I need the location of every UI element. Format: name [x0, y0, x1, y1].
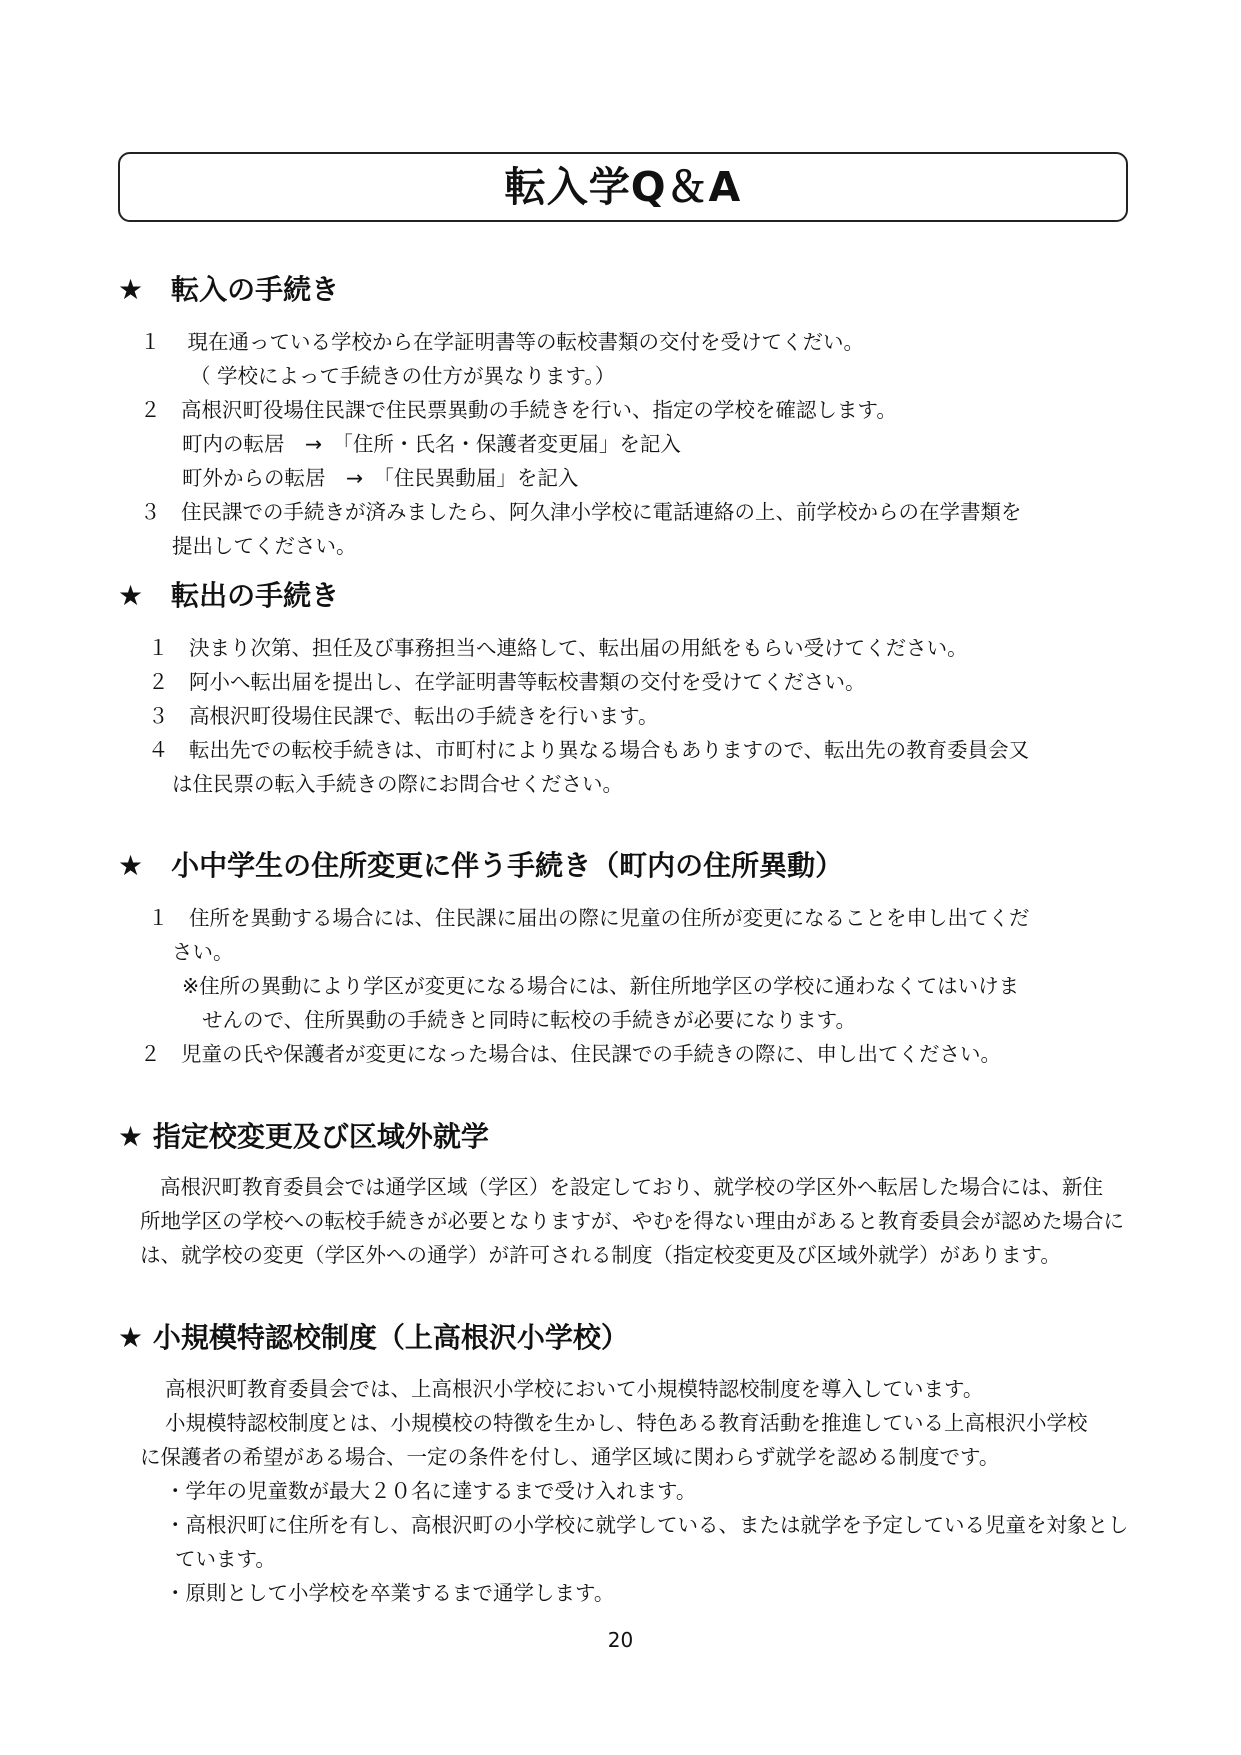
text-line: ２ 児童の氏や保護者が変更になった場合は、住民課での手続きの際に、申し出てください。 [140, 1042, 1001, 1066]
text-line: ・学年の児童数が最大２０名に達するまで受け入れます。 [165, 1479, 697, 1503]
page-number: 20 [607, 1628, 634, 1652]
section-heading-small-school: ★ 小規模特認校制度（上高根沢小学校） [118, 1321, 629, 1354]
text-line: 所地学区の学校への転校手続きが必要となりますが、やむを得ない理由があると教育委員会が認めた場合に [140, 1209, 1124, 1233]
text-line: ・高根沢町に住所を有し、高根沢町の小学校に就学している、または就学を予定している児童を対象とし [165, 1513, 1129, 1537]
text-line: 町内の転居 → 「住所・氏名・保護者変更届」を記入 [182, 432, 681, 456]
text-line: ３ 住民課での手続きが済みましたら、阿久津小学校に電話連絡の上、前学校からの在学書類を [140, 500, 1022, 524]
text-line: せんので、住所異動の手続きと同時に転校の手続きが必要になります。 [202, 1008, 856, 1032]
text-line: ２ 阿小へ転出届を提出し、在学証明書等転校書類の交付を受けてください。 [148, 670, 866, 694]
text-line: 町外からの転居 → 「住民異動届」を記入 [182, 466, 579, 490]
text-line: 高根沢町教育委員会では通学区域（学区）を設定しており、就学校の学区外へ転居した場合には、新住 [160, 1175, 1103, 1199]
section-heading-transfer-in: ★ 転入の手続き [118, 273, 340, 306]
text-line: は住民票の転入手続きの際にお問合せください。 [172, 772, 623, 796]
text-line: ３ 高根沢町役場住民課で、転出の手続きを行います。 [148, 704, 659, 728]
text-line: ※住所の異動により学区が変更になる場合には、新住所地学区の学校に通わなくてはいけま [182, 974, 1020, 998]
text-line: に保護者の希望がある場合、一定の条件を付し、通学区域に関わらず就学を認める制度です。 [140, 1445, 1000, 1469]
title-box [118, 152, 1128, 222]
page-title: 転入学Q＆A [504, 163, 742, 211]
text-line: （ 学校によって手続きの仕方が異なります。） [190, 364, 616, 388]
text-line: 提出してください。 [172, 534, 357, 558]
text-line: １ 住所を異動する場合には、住民課に届出の際に児童の住所が変更になることを申し出てくだ [148, 906, 1030, 930]
text-line: 小規模特認校制度とは、小規模校の特徴を生かし、特色ある教育活動を推進している上高根沢小学校 [165, 1411, 1088, 1435]
text-line: １ 決まり次第、担任及び事務担当へ連絡して、転出届の用紙をもらい受けてください。 [148, 636, 968, 660]
text-line: さい。 [172, 940, 234, 964]
text-line: ・原則として小学校を卒業するまで通学します。 [165, 1581, 615, 1605]
text-line: 高根沢町教育委員会では、上高根沢小学校において小規模特認校制度を導入しています。 [165, 1377, 984, 1401]
text-line: １ 現在通っている学校から在学証明書等の転校書類の交付を受けてくだい。 [140, 330, 865, 354]
text-line: は、就学校の変更（学区外への通学）が許可される制度（指定校変更及び区域外就学）があります。 [140, 1243, 1061, 1267]
text-line: ２ 高根沢町役場住民課で住民票異動の手続きを行い、指定の学校を確認します。 [140, 398, 897, 422]
text-line: ています。 [175, 1547, 276, 1571]
text-line: ４ 転出先での転校手続きは、市町村により異なる場合もありますので、転出先の教育委員会又 [148, 738, 1030, 762]
section-heading-address-change: ★ 小中学生の住所変更に伴う手続き（町内の住所異動） [118, 849, 844, 882]
section-heading-transfer-out: ★ 転出の手続き [118, 579, 340, 612]
section-heading-designated-school: ★ 指定校変更及び区域外就学 [118, 1120, 489, 1153]
